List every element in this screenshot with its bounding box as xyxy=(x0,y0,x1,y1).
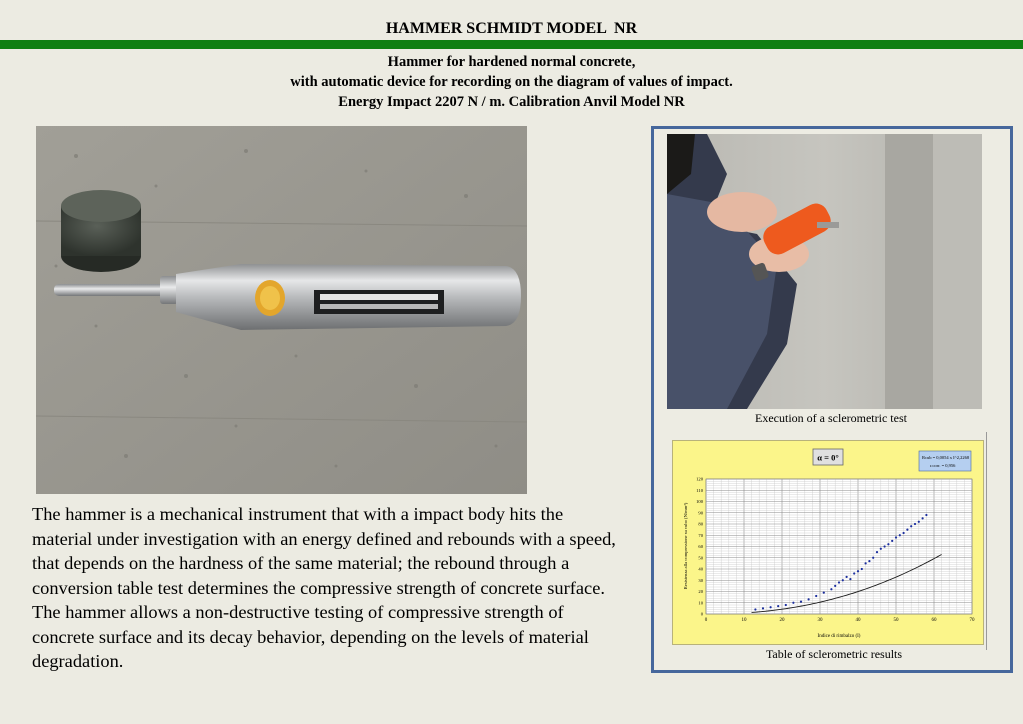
data-point xyxy=(861,568,863,570)
data-point xyxy=(865,562,867,564)
x-tick-label: 10 xyxy=(741,618,747,623)
equation-box xyxy=(919,451,971,471)
y-tick-label: 10 xyxy=(698,600,703,606)
y-tick-label: 60 xyxy=(698,544,703,550)
data-point xyxy=(857,570,859,572)
equation-line-2: r.corr. = 0,956 xyxy=(930,463,956,468)
y-tick-label: 90 xyxy=(698,510,703,516)
data-point xyxy=(906,529,908,531)
data-point xyxy=(891,540,893,542)
y-tick-label: 100 xyxy=(696,499,703,505)
data-point xyxy=(800,601,802,603)
data-point xyxy=(876,551,878,553)
x-axis-label: Indice di rimbalzo (I) xyxy=(817,634,861,639)
data-point xyxy=(868,560,870,562)
y-tick-label: 40 xyxy=(698,566,703,572)
description-text: The hammer is a mechanical instrument that with a impact body hits the material under investigation with an energy defined and rebounds with a speed, that depends on the hardness of the same material; the rebound through a conversion table test determines the compressive strength of concrete surface. The hammer allows a non-destructive testing of compressive strength of concrete surface and its decay behavior, depending on the levels of material degradation. xyxy=(32,504,616,671)
data-point xyxy=(785,604,787,606)
y-tick-label: 0 xyxy=(700,611,703,617)
data-point xyxy=(777,605,779,607)
chart-caption: Table of sclerometric results xyxy=(765,647,903,661)
angle-label: α = 0° xyxy=(817,452,839,463)
data-point xyxy=(792,602,794,604)
title-divider-bar xyxy=(0,40,1023,49)
y-tick-label: 110 xyxy=(696,487,703,493)
subtitle-line-1: Hammer for hardened normal concrete, xyxy=(387,54,636,70)
y-tick-label: 70 xyxy=(698,532,703,538)
data-point xyxy=(842,579,844,581)
subtitle-line-3: Energy Impact 2207 N / m. Calibration Anvil Model NR xyxy=(338,94,685,110)
y-tick-label: 80 xyxy=(698,521,703,527)
data-point xyxy=(754,608,756,610)
data-point xyxy=(895,536,897,538)
data-point xyxy=(872,557,874,559)
data-point xyxy=(884,545,886,547)
chart-grid xyxy=(706,479,972,614)
data-point xyxy=(762,607,764,609)
sclerometric-test-photo xyxy=(667,134,982,409)
chart-edge-line xyxy=(986,432,987,650)
x-tick-label: 40 xyxy=(855,618,861,623)
subtitle-line-2: with automatic device for recording on the diagram of values of impact. xyxy=(290,74,733,90)
data-point xyxy=(849,578,851,580)
page-title: HAMMER SCHMIDT MODEL NR xyxy=(385,20,638,37)
data-point xyxy=(880,548,882,550)
x-tick-label: 50 xyxy=(893,618,899,623)
subtitle xyxy=(0,52,1023,112)
sclerometric-chart xyxy=(672,440,984,645)
hammer-photo xyxy=(36,126,527,494)
data-point xyxy=(770,606,772,608)
y-axis-label: Resistenza alla compressione su cubo (N/mm²) xyxy=(683,502,688,590)
x-tick-label: 20 xyxy=(779,618,785,623)
equation-line-1: Rcub = 0,0054 x I^2,2268 xyxy=(922,455,970,460)
data-point xyxy=(853,572,855,574)
x-tick-label: 0 xyxy=(704,618,708,623)
data-point xyxy=(922,517,924,519)
x-tick-label: 60 xyxy=(931,618,937,623)
y-tick-label: 20 xyxy=(698,589,703,595)
data-point xyxy=(903,532,905,534)
data-point xyxy=(808,598,810,600)
x-tick-label: 70 xyxy=(969,618,975,623)
data-point xyxy=(925,514,927,516)
data-point xyxy=(823,592,825,594)
y-tick-label: 50 xyxy=(698,555,703,561)
data-point xyxy=(887,543,889,545)
data-point xyxy=(830,588,832,590)
x-tick-label: 30 xyxy=(817,618,823,623)
data-point xyxy=(914,523,916,525)
data-point xyxy=(838,581,840,583)
y-tick-label: 120 xyxy=(696,476,703,482)
data-point xyxy=(815,595,817,597)
data-point xyxy=(899,534,901,536)
data-point xyxy=(910,525,912,527)
data-point xyxy=(918,521,920,523)
y-tick-label: 30 xyxy=(698,577,703,583)
data-point xyxy=(846,576,848,578)
photo-caption: Execution of a sclerometric test xyxy=(755,411,907,425)
data-point xyxy=(834,585,836,587)
